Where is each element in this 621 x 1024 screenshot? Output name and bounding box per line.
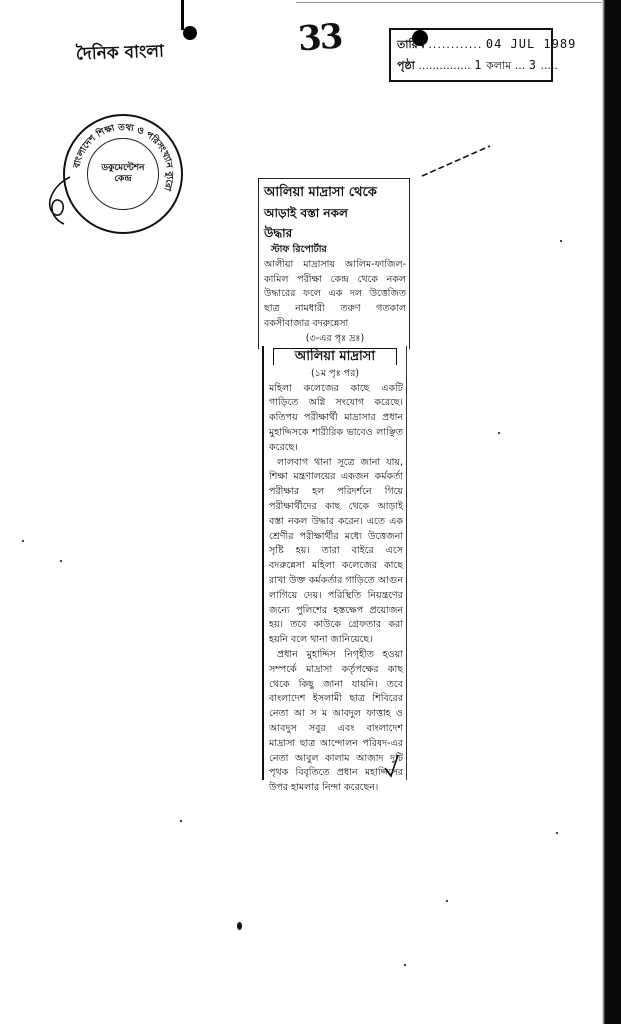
clipping-top bbox=[258, 178, 410, 349]
scan-speck bbox=[237, 922, 242, 930]
paragraph-2: লালবাগ থানা সূত্রে জানা যায়, শিক্ষা মন্ত্রণালয়ের একজন কর্মকর্তা পরীক্ষার হল পরিদর্শনে গিয়ে পরীক্ষার্থীদের কাছ থেকে আড়াই বস্তা নকল উদ্ধার করেন। এতে এক শ্রেণীর পরীক্ষার্থীর মধ্যে উত্তেজনা সৃষ্টি হয়। তারা বাইরে এসে বদরুন্নেসা মহিলা কলেজের কাছে রাখা উক্ত কর্মকর্তার গাড়িতে আগুন লাগিয়ে দেয়। পরিস্থিতি নিয়ন্ত্রণের জন্যে পুলিশের হস্তক্ষেপ প্রয়োজন হয়। তবে কাউকে গ্রেফতার করা হয়নি বলে থানা জানিয়েছে। bbox=[269, 456, 403, 646]
ink-dot bbox=[183, 26, 197, 40]
seal-center-line2: কেন্দ্র bbox=[114, 174, 132, 184]
continuation-subhead: (১ম পৃঃ পর) bbox=[310, 367, 360, 379]
scan-speck bbox=[446, 900, 448, 902]
date-label: তারিখ bbox=[397, 38, 425, 51]
pen-stroke bbox=[420, 142, 500, 182]
continuation-headline: আলিয়া মাদ্রাসা bbox=[273, 348, 397, 365]
article-lead bbox=[259, 258, 409, 347]
column-label: কলাম bbox=[486, 59, 512, 72]
seal-center-line1: ডকুমেন্টেশন bbox=[101, 162, 145, 173]
scan-speck bbox=[60, 560, 62, 562]
page-value: 1 bbox=[474, 58, 483, 72]
paragraph-1: মহিলা কলেজের কাছে একটি গাড়িতে অগ্নি সংযোগ করেছে। কতিপয় পরীক্ষার্থী মাদ্রাসার প্রধান মুহাদ্দিসকে শারীরিক ভাবেও লাঞ্ছিত করেছে। bbox=[269, 382, 403, 453]
scan-edge bbox=[605, 0, 621, 1024]
check-mark bbox=[382, 752, 402, 782]
scan-speck bbox=[180, 820, 182, 822]
page-label: পৃষ্ঠা bbox=[397, 59, 415, 72]
newspaper-name: দৈনিক বাংলা bbox=[75, 41, 165, 65]
top-rule bbox=[296, 2, 602, 3]
scan-speck bbox=[22, 540, 24, 542]
seal-center bbox=[87, 138, 159, 210]
jump-note: (৩-এর পৃঃ দ্রঃ) bbox=[305, 332, 365, 344]
scan-speck bbox=[498, 432, 500, 434]
lead-paragraph: আলীয়া মাদ্রাসায় আলিম-ফাজিল-কামিল পরীক্ষা কেন্দ্র থেকে নকল উদ্ধারের ফলে এক দল উত্তেজিত ছাত্র নামধারী তরুণ গতকাল বকসীবাজার বদরুন্নেসা bbox=[264, 258, 406, 329]
seal-ring-label: বাংলাদেশ শিক্ষা তথ্য ও পরিসংখ্যান ব্যুরো bbox=[72, 122, 175, 192]
headline-line-3: উদ্ধার bbox=[264, 226, 293, 240]
documentation-seal bbox=[63, 114, 183, 234]
date-stamp bbox=[389, 28, 577, 82]
page-number: 33 bbox=[296, 16, 343, 60]
date-row: তারিখ ............ 04 JUL 1989 bbox=[397, 37, 577, 51]
page-row: পৃষ্ঠা ............... 1 কলাম ... 3 ..... bbox=[397, 58, 558, 72]
scan-speck bbox=[404, 964, 406, 966]
headline-line-1: আলিয়া মাদ্রাসা থেকে bbox=[264, 185, 377, 200]
date-value: 04 JUL 1989 bbox=[485, 37, 577, 51]
column-value: 3 bbox=[528, 58, 537, 72]
headline-line-2: আড়াই বস্তা নকল bbox=[264, 206, 348, 220]
paragraph-3: প্রধান মুহাদ্দিস নিগৃহীত হওয়া সম্পর্কে মাদ্রাসা কর্তৃপক্ষের কাছ থেকে কিছু জানা যায়নি। তবে বাংলাদেশ ইসলামী ছাত্র শিবিরের নেতা আ স ম আবদুল ফাত্তাহ ও আবদুস সবুর এবং বাংলাদেশ মাদ্রাসা ছাত্র আন্দোলন পরিষদ-এর নেতা আবুল কালাম আজাদ দুটি পৃথক বিবৃতিতে প্রধান মহাদ্দিসের উপর হামলার নিন্দা করেছেন। bbox=[269, 648, 403, 794]
continuation-body bbox=[264, 382, 406, 796]
scan-speck bbox=[560, 240, 562, 242]
scan-speck bbox=[556, 832, 558, 834]
article-byline: স্টাফ রিপোর্টার bbox=[271, 244, 327, 255]
signature-scribble bbox=[40, 172, 80, 232]
clipping-continuation bbox=[262, 346, 407, 794]
ink-stroke bbox=[181, 0, 184, 30]
article-headline bbox=[259, 179, 409, 243]
